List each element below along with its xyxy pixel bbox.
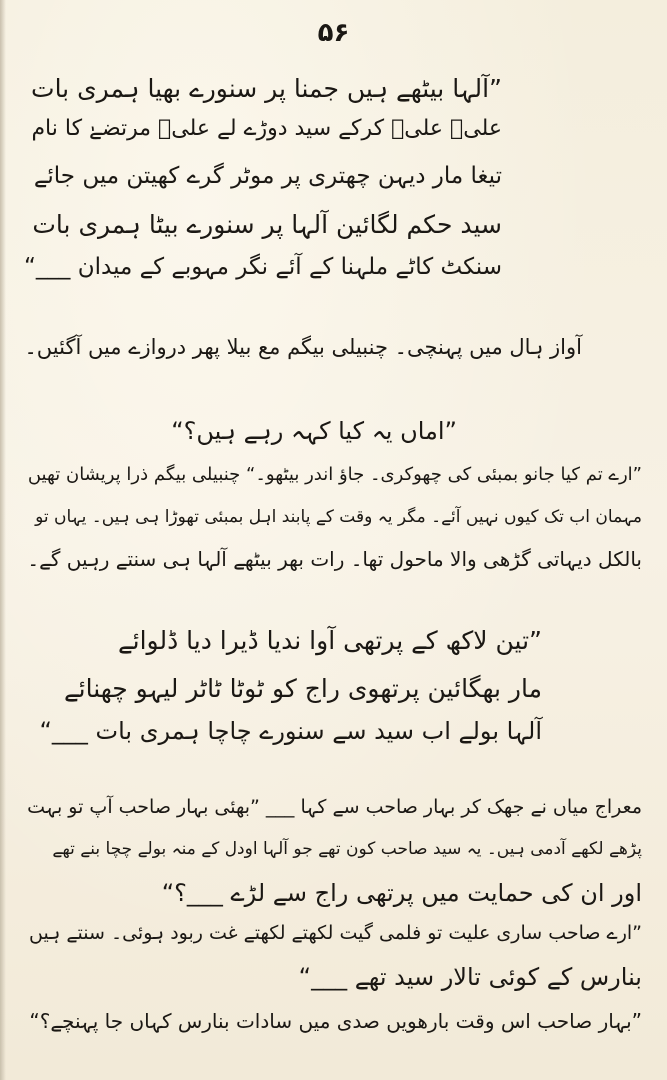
verse-line: تیغا مار دیہن چھتری پر موٹر گرے کھیتن میں جائے <box>33 163 502 189</box>
paragraph-line: بنارس کے کوئی تالار سید تھے ___“ <box>298 963 642 991</box>
verse-line: آلہا بولے اب سید سے سنورے چاچا ہمری بات ___“ <box>39 717 542 745</box>
narration-line: آواز ہال میں پہنچی۔ چنبیلی بیگم مع بیلا پھر دروازے میں آگئیں۔ <box>24 335 582 359</box>
verse-line: سنکٹ کاٹے ملہنا کے آئے نگر مہوبے کے میدان ___“ <box>24 254 502 280</box>
dialogue-line: ”ارے تم کیا جانو بمبئی کی چھوکری۔ جاؤ اندر بیٹھو۔“ چنبیلی بیگم ذرا پریشان تھیں <box>27 464 642 485</box>
verse-line: ”آلہا بیٹھے ہیں جمنا پر سنورے بھیا ہمری بات <box>31 74 502 103</box>
verse-line: سید حکم لگائین آلہا پر سنورے بیٹا ہمری بات <box>32 210 502 239</box>
dialogue-line: ”اماں یہ کیا کہہ رہے ہیں؟“ <box>171 417 457 445</box>
verse-line: مار بھگائین پرتھوی راج کو ٹوٹا ٹاٹر لیہو چھنائے <box>63 674 542 703</box>
dialogue-line: ”بہار صاحب اس وقت بارھویں صدی میں سادات بنارس کہاں جا پہنچے؟“ <box>29 1009 642 1033</box>
paragraph-line: اور ان کی حمایت میں پرتھی راج سے لڑے ___؟“ <box>161 879 642 907</box>
dialogue-line: ”ارے صاحب ساری علیت تو فلمی گیت لکھتے لکھتے غت ربود ہوئی۔ سنتے ہیں <box>29 922 642 944</box>
paragraph-line: معراج میاں نے جھک کر بہار صاحب سے کہا ___ ”بھئی بہار صاحب آپ تو بہت <box>27 796 642 818</box>
paragraph-line: بالکل دیہاتی گڑھی والا ماحول تھا۔ رات بھر بیٹھے آلہا ہی سنتے رہیں گے۔ <box>27 547 642 571</box>
page-edge-shadow <box>0 0 6 1080</box>
verse-line: ”تین لاکھ کے پرتھی آوا ندیا ڈیرا دیا ڈلوائے <box>117 626 542 655</box>
paragraph-line: مہمان اب تک کیوں نہیں آئے۔ مگر یہ وقت کے پابند اہل بمبئی تھوڑا ہی ہیں۔ یہاں تو <box>35 507 642 527</box>
paragraph-line: پڑھے لکھے آدمی ہیں۔ یہ سید صاحب کون تھے جو آلہا اودل کے منہ بولے چچا بنے تھے <box>52 839 642 859</box>
page-number: ۵۶ <box>317 18 350 48</box>
verse-line: علیؑ علیؑ کرکے سید دوڑے لے علیؑ مرتضےٰ کا نام <box>31 116 502 141</box>
